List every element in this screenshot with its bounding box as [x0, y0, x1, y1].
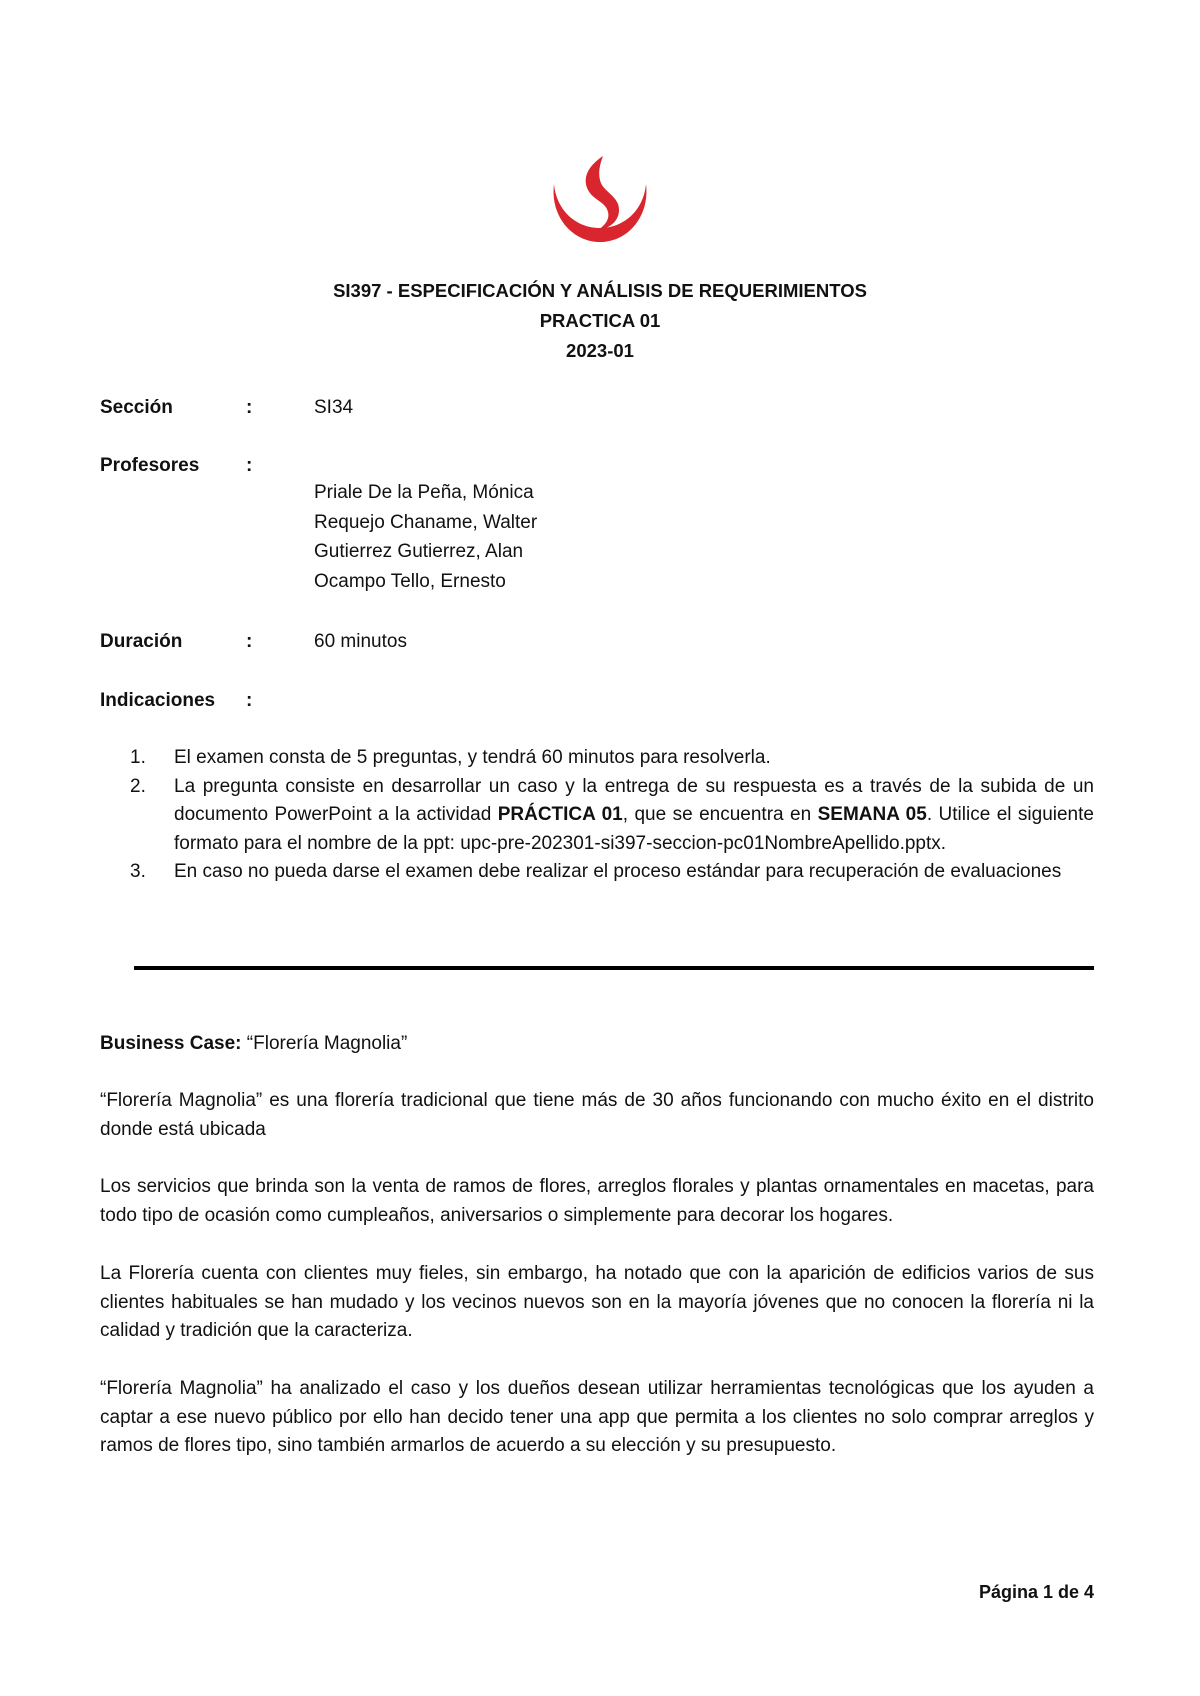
- indication-text: En caso no pueda darse el examen debe realizar el proceso estándar para recuperación de evaluaciones: [174, 861, 1062, 882]
- week-name: SEMANA 05: [817, 804, 927, 825]
- indication-text: La pregunta consiste en desarrollar un caso y la entrega de su respuesta es a través de la subida de un documento PowerPoint a la actividad: [174, 775, 1094, 825]
- paragraph: “Florería Magnolia” es una florería tradicional que tiene más de 30 años funcionando con mucho éxito en el distrito donde está ubicada: [100, 1090, 1094, 1140]
- indications-list: [130, 744, 1094, 887]
- course-title: SI397 - ESPECIFICACIÓN Y ANÁLISIS DE REQUERIMIENTOS: [333, 280, 867, 301]
- logo-flame: [586, 156, 619, 230]
- indication-number: 1.: [130, 747, 146, 768]
- professor-name: Priale De la Peña, Mónica: [314, 482, 534, 503]
- professor-name: Requejo Chaname, Walter: [314, 511, 538, 533]
- paragraph: Los servicios que brinda son la venta de ramos de flores, arreglos florales y plantas ornamentales en macetas, para todo tipo de ocasión como cumpleaños, aniversarios o simplemente para decorar los hogares.: [100, 1176, 1094, 1226]
- field-colon: :: [246, 690, 253, 711]
- field-label-profesores: Profesores: [100, 455, 200, 476]
- indication-text: . Utilice el siguiente formato para el nombre de la ppt: upc-pre-202301-si397-seccion-pc01NombreApellido.pptx.: [174, 804, 1094, 854]
- indication-item: [130, 773, 1094, 859]
- indication-text: , que se encuentra en: [622, 804, 818, 825]
- field-label-seccion: Sección: [100, 397, 173, 418]
- business-case-name: “Florería Magnolia”: [241, 1033, 408, 1054]
- page-number: Página 1 de 4: [978, 1582, 1094, 1602]
- paragraph: La Florería cuenta con clientes muy fieles, sin embargo, ha notado que con la aparición de edificios varios de sus clientes habituales se han mudado y los vecinos nuevos son en la mayoría jóvenes que no conocen la florería ni la calidad y tradición que la caracteriza.: [100, 1263, 1094, 1341]
- field-colon: :: [246, 455, 253, 476]
- paragraph: “Florería Magnolia” ha analizado el caso y los dueños desean utilizar herramientas tecnológicas que los ayuden a captar a ese nuevo público por ello han decido tener una app que permita a los clientes no solo comprar arreglos y ramos de flores tipo, sino también armarlos de acuerdo a su elección y su presupuesto.: [100, 1378, 1094, 1456]
- field-colon: :: [246, 397, 253, 418]
- field-value-seccion: SI34: [314, 397, 354, 418]
- field-label-duracion: Duración: [100, 631, 183, 652]
- indication-text: El examen consta de 5 preguntas, y tendrá 60 minutos para resolverla.: [174, 747, 771, 768]
- indication-number: 2.: [130, 775, 146, 797]
- document-header: [0, 276, 1200, 366]
- professor-name: Gutierrez Gutierrez, Alan: [314, 541, 524, 562]
- activity-name: PRÁCTICA 01: [497, 804, 623, 825]
- professor-name: Ocampo Tello, Ernesto: [314, 570, 506, 592]
- field-label-indicaciones: Indicaciones: [100, 690, 216, 711]
- field-value-duracion: 60 minutos: [314, 631, 407, 652]
- business-case-label: Business Case:: [100, 1033, 242, 1054]
- indication-item: [130, 744, 1094, 773]
- professor-list: [314, 478, 537, 596]
- indication-item: [130, 858, 1094, 887]
- business-case-heading: [100, 1030, 1094, 1059]
- field-colon: :: [246, 631, 253, 652]
- horizontal-divider: [134, 966, 1094, 970]
- university-logo: [548, 154, 652, 246]
- indication-number: 3.: [130, 861, 146, 882]
- exam-title: PRACTICA 01: [539, 310, 661, 331]
- exam-period: 2023-01: [566, 340, 634, 361]
